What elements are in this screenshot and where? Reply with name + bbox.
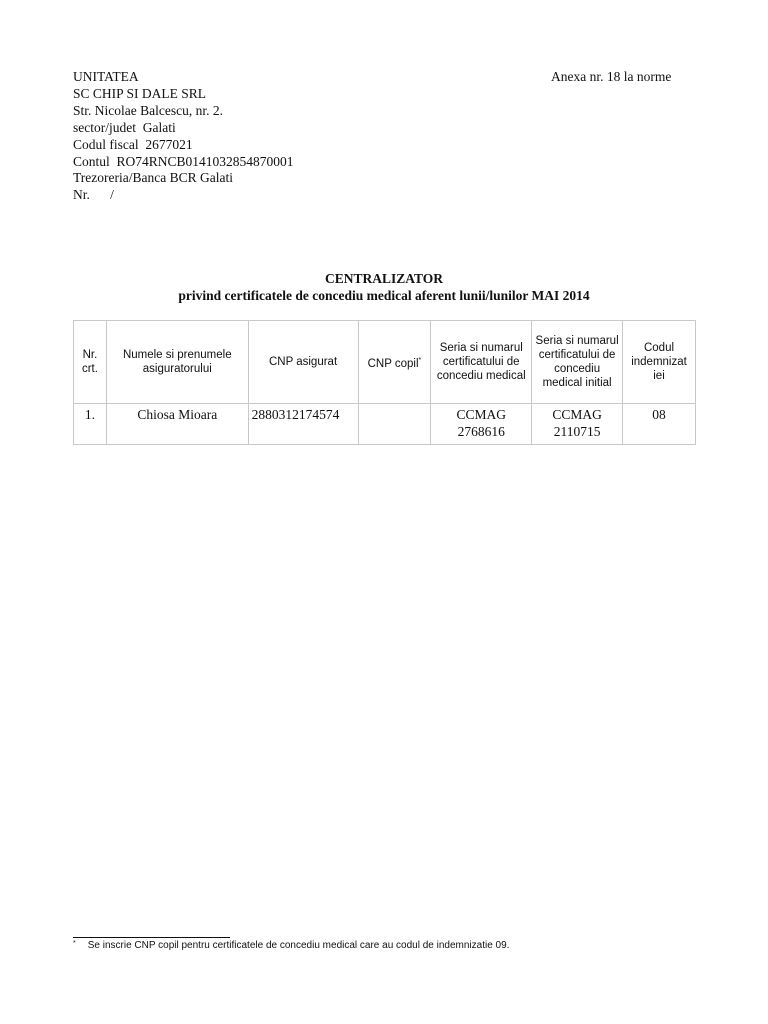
cell-certificate: CCMAG 2768616 [431,404,532,445]
footnote-marker: * [73,940,76,947]
table-header-row [74,321,696,404]
header-cnp-child-label: CNP copil [367,357,419,370]
annex-label: Anexa nr. 18 la norme [551,69,672,84]
certificates-table [73,320,696,445]
document-title [0,270,768,304]
title-line-1: CENTRALIZATOR [324,271,444,286]
bank-account: Contul RO74RNCB0141032854870001 [73,153,294,169]
header-code: Codul indemnizat iei [623,321,696,404]
cell-cnp-child [358,404,431,445]
cell-cnp: 2880312174574 [248,404,358,445]
cell-name: Chiosa Mioara [106,404,248,445]
header-cnp-child [358,321,431,404]
company-name: SC CHIP SI DALE SRL [73,85,207,101]
header-certificate-initial: Seria si numarul certificatului de concediu medical initial [532,321,623,404]
cell-certificate-initial: CCMAG 2110715 [532,404,623,445]
bank-name: Trezoreria/Banca BCR Galati [73,170,233,186]
footnote-text: Se inscrie CNP copil pentru certificatele de concediu medical care au codul de indemnizatie 09. [87,940,510,951]
company-address: Str. Nicolae Balcescu, nr. 2. [73,102,223,118]
footnote [73,940,509,951]
unit-label: UNITATEA [73,69,139,84]
header-cnp: CNP asigurat [248,321,358,404]
cell-code: 08 [623,404,696,445]
footnote-mark: * [418,356,422,364]
title-line-2: privind certificatele de concediu medical aferent lunii/lunilor MAI 2014 [178,288,590,303]
cell-nr: 1. [74,404,107,445]
footnote-separator [73,937,230,938]
header-nr: Nr. crt. [74,321,107,404]
table-row [74,404,696,445]
document-number: Nr. / [73,187,114,203]
header-certificate: Seria si numarul certificatului de concediu medical [431,321,532,404]
header-name: Numele si prenumele asiguratorului [106,321,248,404]
company-header [73,69,294,204]
fiscal-code: Codul fiscal 2677021 [73,136,193,152]
company-county: sector/judet Galati [73,119,176,135]
